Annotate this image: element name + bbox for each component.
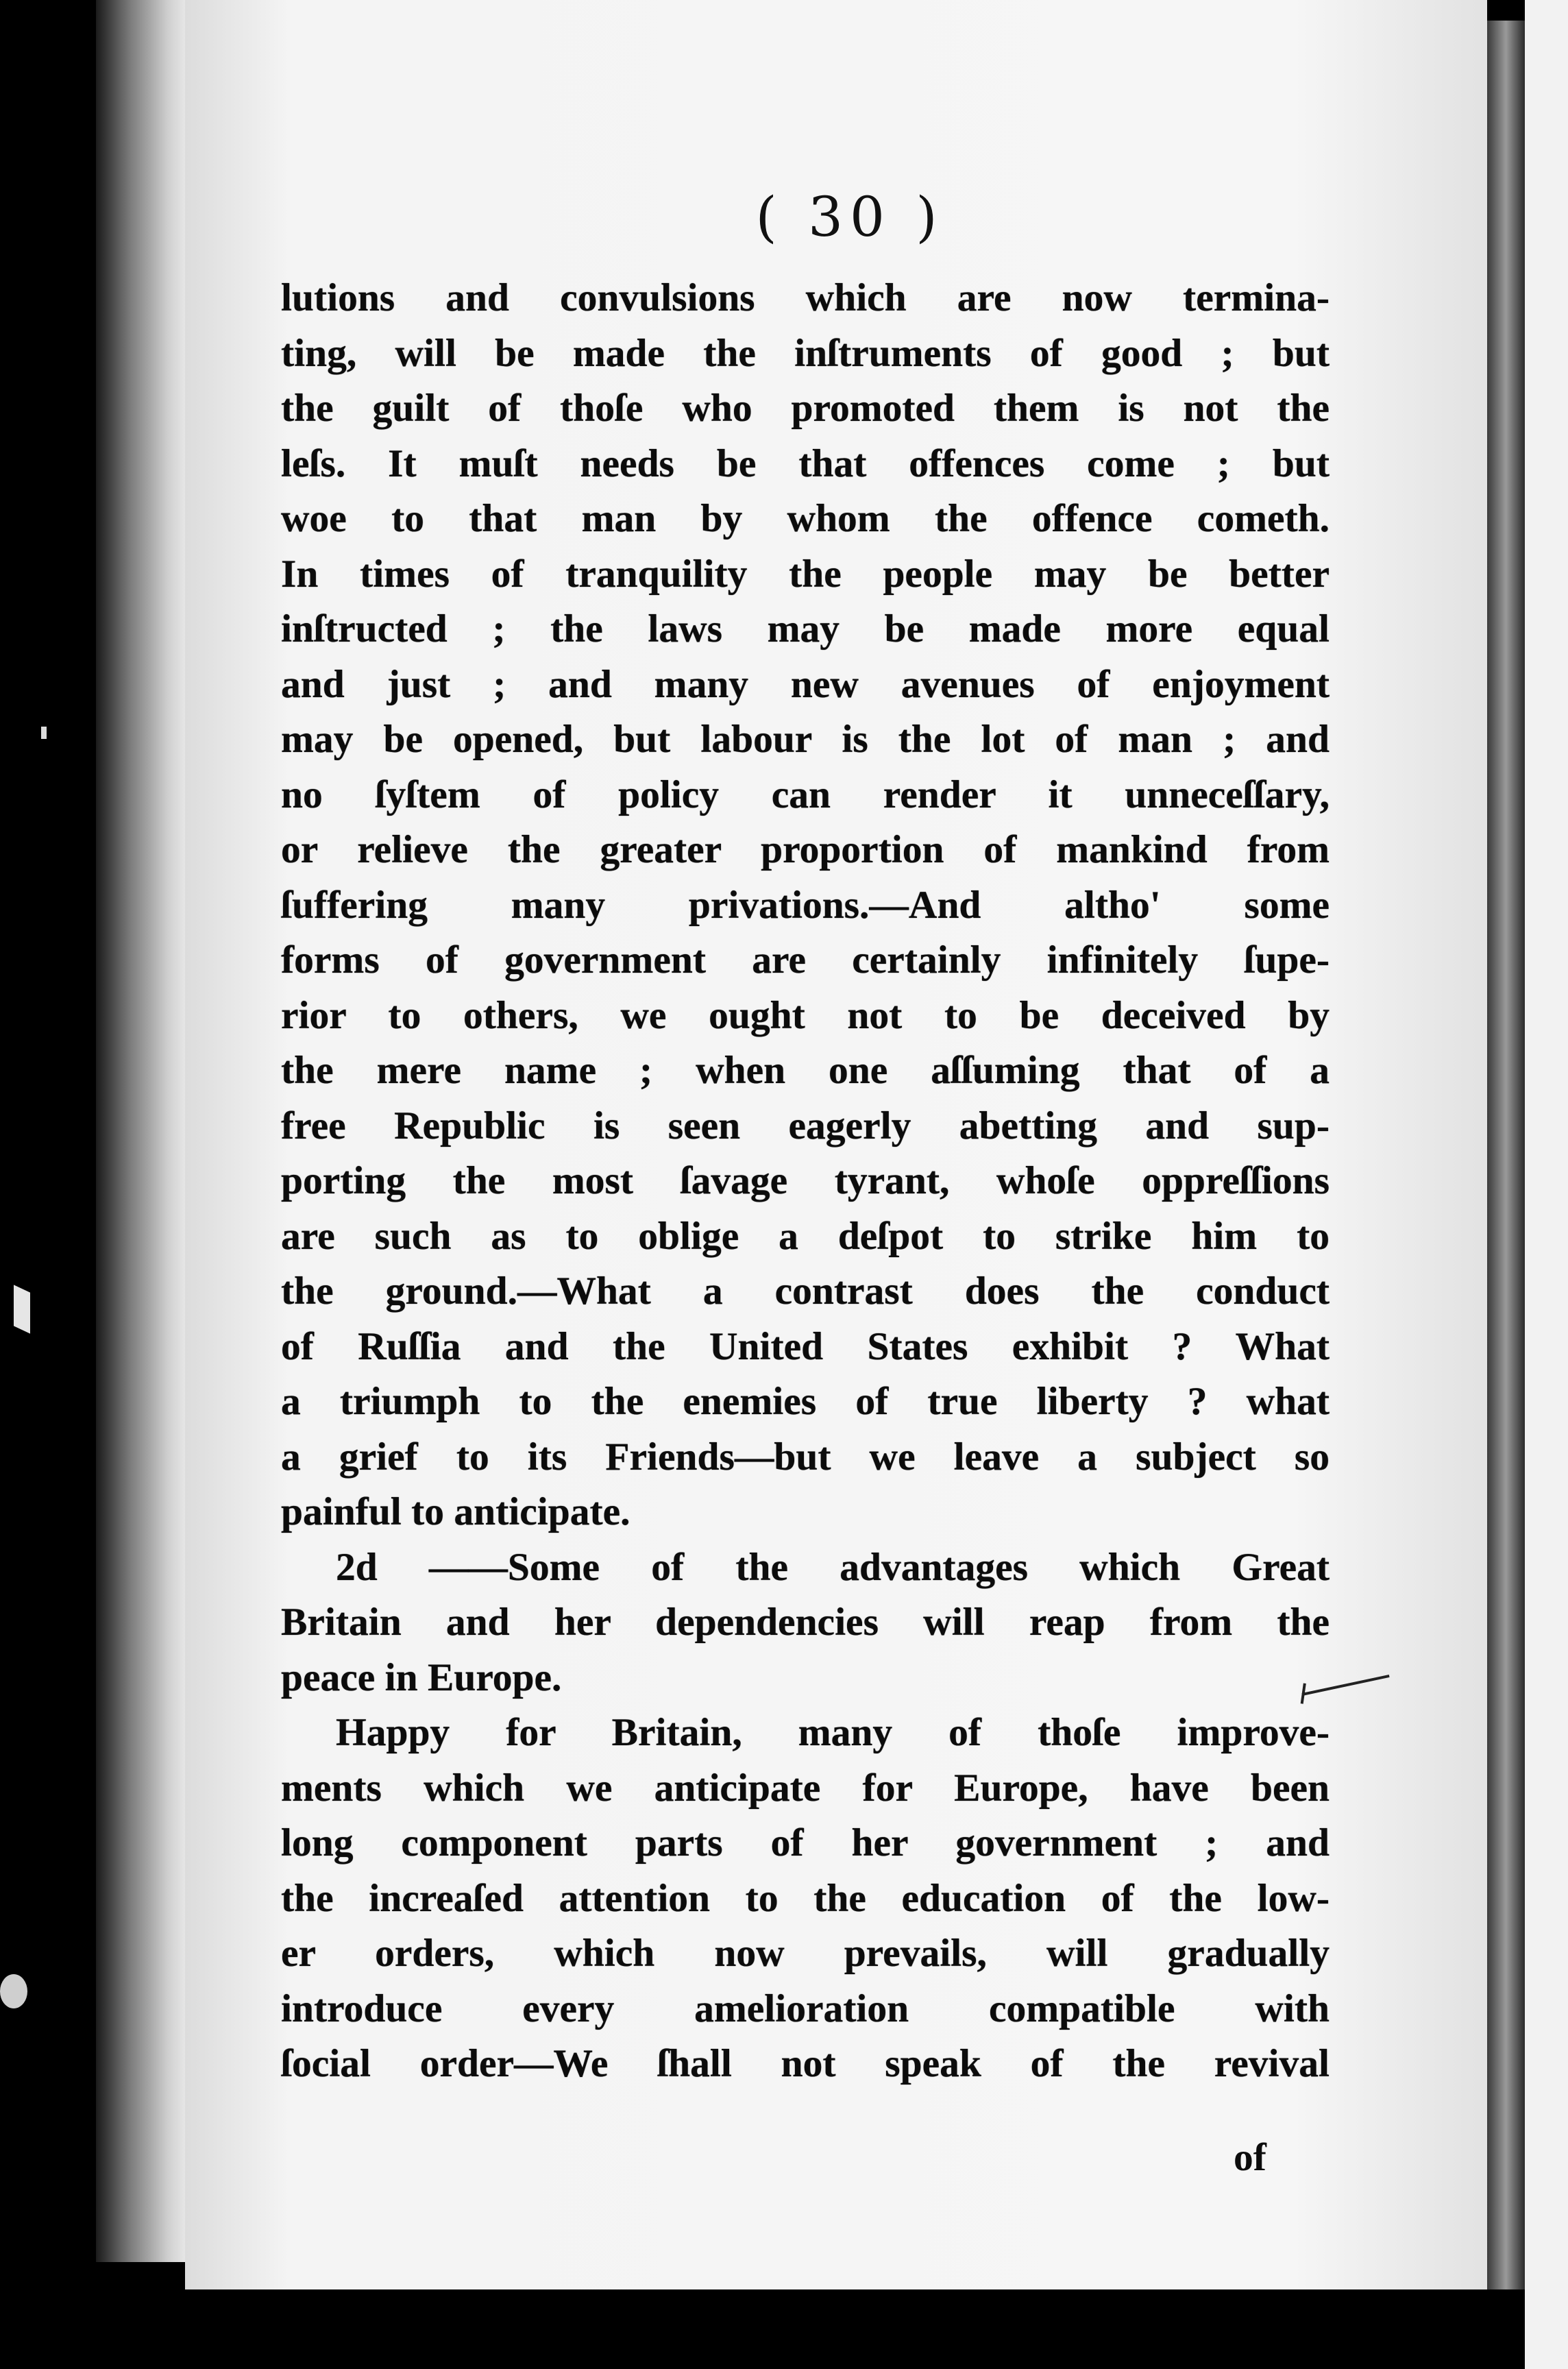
text-line: or relieve the greater proportion of mankind from: [281, 828, 1330, 871]
text-line: forms of government are certainly infinitely ſupe-: [281, 938, 1330, 982]
body-text: [281, 271, 1330, 2092]
text-line: Happy for Britain, many of thoſe improve-: [336, 1711, 1330, 1754]
text-line: rior to others, we ought not to be deceived by: [281, 993, 1330, 1037]
text-line: the guilt of thoſe who promoted them is not the: [281, 387, 1330, 430]
text-line: may be opened, but labour is the lot of man ; and: [281, 718, 1330, 761]
text-line: lutions and convulsions which are now termina-: [281, 276, 1330, 319]
text-line: painful to anticipate.: [281, 1490, 630, 1533]
scan-artifact: [0, 1974, 27, 2008]
text-line: er orders, which now prevails, will gradually: [281, 1932, 1330, 1975]
text-line: porting the most ſavage tyrant, whoſe oppreſſions: [281, 1159, 1330, 1202]
text-line: peace in Europe.: [281, 1655, 562, 1699]
text-line: no ſyſtem of policy can render it unneceſſary,: [281, 773, 1330, 816]
text-line: introduce every amelioration compatible with: [281, 1987, 1330, 2030]
text-line: ſocial order—We ſhall not speak of the revival: [281, 2042, 1330, 2085]
text-line: the ground.—What a contrast does the conduct: [281, 1269, 1330, 1313]
text-line: leſs. It muſt needs be that offences come ; but: [281, 441, 1330, 485]
page-number: ( 30 ): [755, 185, 944, 249]
text-line: ments which we anticipate for Europe, have been: [281, 1766, 1330, 1810]
text-line: the increaſed attention to the education of the low-: [281, 1876, 1330, 1920]
text-line: a triumph to the enemies of true liberty ? what: [281, 1380, 1330, 1423]
binding-strip: [1487, 21, 1525, 2289]
text-line: long component parts of her government ; and: [281, 1821, 1330, 1864]
text-line: a grief to its Friends—but we leave a subject so: [281, 1435, 1330, 1479]
right-edge: [1525, 0, 1568, 2369]
text-line: woe to that man by whom the offence cometh.: [281, 497, 1330, 540]
text-line: 2d ——Some of the advantages which Great: [336, 1545, 1330, 1589]
text-line: ting, will be made the inſtruments of good ; but: [281, 331, 1330, 375]
catchword: of: [1234, 2136, 1266, 2179]
text-line: In times of tranquility the people may be better: [281, 552, 1330, 596]
text-line: free Republic is seen eagerly abetting and sup-: [281, 1104, 1330, 1147]
text-line: are such as to oblige a deſpot to strike him to: [281, 1214, 1330, 1258]
book-gutter: [96, 0, 192, 2262]
text-line: ſuffering many privations.—And altho' some: [281, 883, 1330, 927]
scan-artifact: [14, 1285, 30, 1333]
scan-artifact: [41, 727, 47, 739]
text-line: the mere name ; when one aſſuming that of a: [281, 1049, 1330, 1092]
text-line: inſtructed ; the laws may be made more equal: [281, 607, 1330, 651]
text-line: of Ruſſia and the United States exhibit ? What: [281, 1324, 1330, 1368]
text-line: Britain and her dependencies will reap from the: [281, 1601, 1330, 1644]
text-line: and just ; and many new avenues of enjoyment: [281, 662, 1330, 706]
